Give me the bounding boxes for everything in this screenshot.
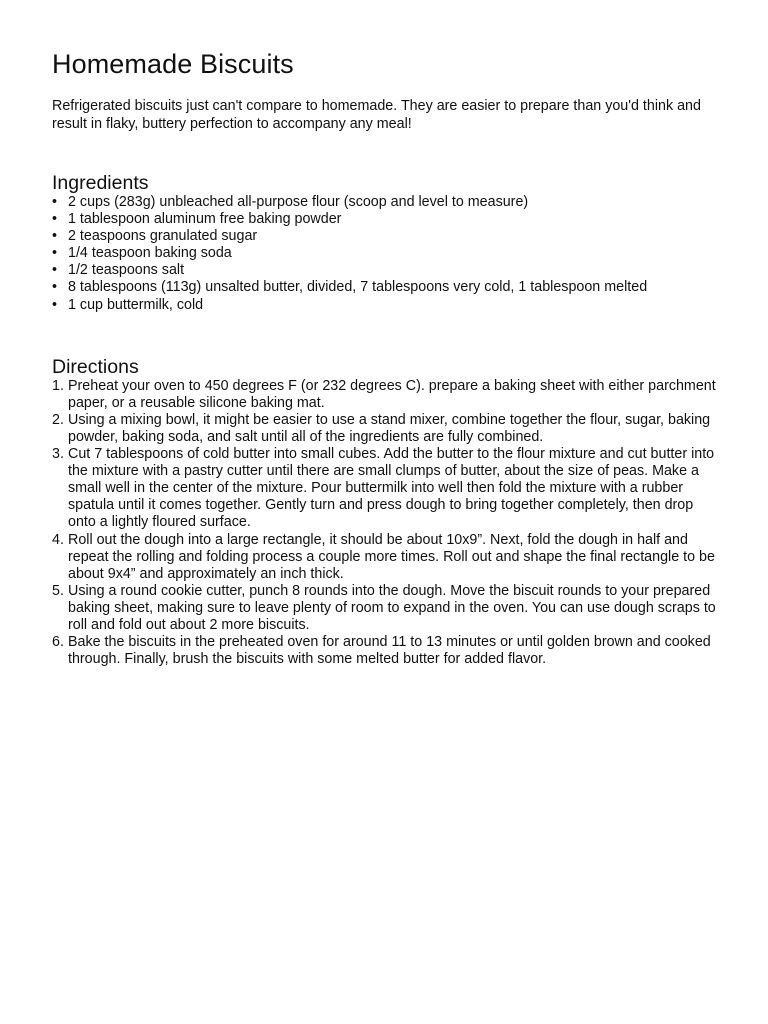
bullet-icon: •: [52, 296, 58, 313]
ingredient-text: 2 teaspoons granulated sugar: [68, 228, 258, 245]
list-item: [52, 279, 722, 296]
ingredient-text: 8 tablespoons (113g) unsalted butter, divided, 7 tablespoons very cold, 1 tablespoon melted: [68, 279, 648, 296]
list-item: [52, 245, 722, 262]
direction-text: Cut 7 tablespoons of cold butter into small cubes. Add the butter to the flour mixture and cut butter into the mixture with a pastry cutter until there are small clumps of butter, about the size of peas. Make a small well in the center of the mixture. Pour buttermilk into well then fold the mixture with a rubber spatula until it comes together. Gently turn and press dough to bring together completely, then drop onto a lightly floured surface.: [68, 446, 715, 531]
list-item: [52, 297, 722, 314]
page-title: Homemade Biscuits: [52, 49, 294, 79]
direction-text: Using a round cookie cutter, punch 8 rounds into the dough. Move the biscuit rounds to your prepared baking sheet, making sure to leave plenty of room to expand in the oven. You can use dough scraps to roll and fold out about 2 more biscuits.: [68, 582, 716, 633]
ingredient-text: 2 cups (283g) unbleached all-purpose flour (scoop and level to measure): [68, 194, 529, 210]
bullet-icon: •: [52, 245, 58, 262]
ingredients-heading: Ingredients: [52, 172, 149, 194]
list-item: [52, 262, 722, 279]
list-item: [52, 412, 722, 446]
directions-list: [52, 378, 722, 669]
step-number: 6.: [52, 634, 64, 651]
ingredients-list: [52, 194, 722, 314]
step-number: 1.: [52, 377, 64, 394]
direction-text: Preheat your oven to 450 degrees F (or 232 degrees C). prepare a baking sheet with either parchment paper, or a reusable silicone baking mat.: [68, 377, 716, 411]
ingredient-text: 1 tablespoon aluminum free baking powder: [68, 211, 342, 228]
list-item: [52, 446, 722, 531]
list-item: [52, 532, 722, 583]
list-item: [52, 228, 722, 245]
direction-text: Bake the biscuits in the preheated oven for around 11 to 13 minutes or until golden brown and cooked through. Finally, brush the biscuits with some melted butter for added flavor.: [68, 634, 711, 668]
ingredient-text: 1 cup buttermilk, cold: [68, 296, 204, 313]
intro-paragraph: Refrigerated biscuits just can't compare to homemade. They are easier to prepare than you'd think and result in flaky, buttery perfection to accompany any meal!: [52, 98, 701, 132]
recipe-document: [52, 46, 722, 668]
list-item: [52, 634, 722, 668]
bullet-icon: •: [52, 228, 58, 245]
bullet-icon: •: [52, 194, 58, 210]
directions-heading: Directions: [52, 355, 139, 378]
ingredient-text: 1/4 teaspoon baking soda: [68, 245, 232, 262]
bullet-icon: •: [52, 211, 58, 228]
list-item: [52, 378, 722, 412]
direction-text: Using a mixing bowl, it might be easier to use a stand mixer, combine together the flour, sugar, baking powder, baking soda, and salt until all of the ingredients are fully combined.: [68, 411, 711, 445]
step-number: 4.: [52, 531, 64, 548]
step-number: 2.: [52, 411, 64, 428]
list-item: [52, 583, 722, 634]
list-item: [52, 194, 722, 211]
bullet-icon: •: [52, 262, 58, 279]
bullet-icon: •: [52, 279, 58, 296]
list-item: [52, 211, 722, 228]
direction-text: Roll out the dough into a large rectangle, it should be about 10x9”. Next, fold the dough in half and repeat the rolling and folding process a couple more times. Roll out and shape the final rectangle to be about 9x4” and approximately an inch thick.: [68, 531, 715, 582]
step-number: 5.: [52, 582, 64, 599]
ingredient-text: 1/2 teaspoons salt: [68, 262, 185, 279]
step-number: 3.: [52, 446, 64, 463]
